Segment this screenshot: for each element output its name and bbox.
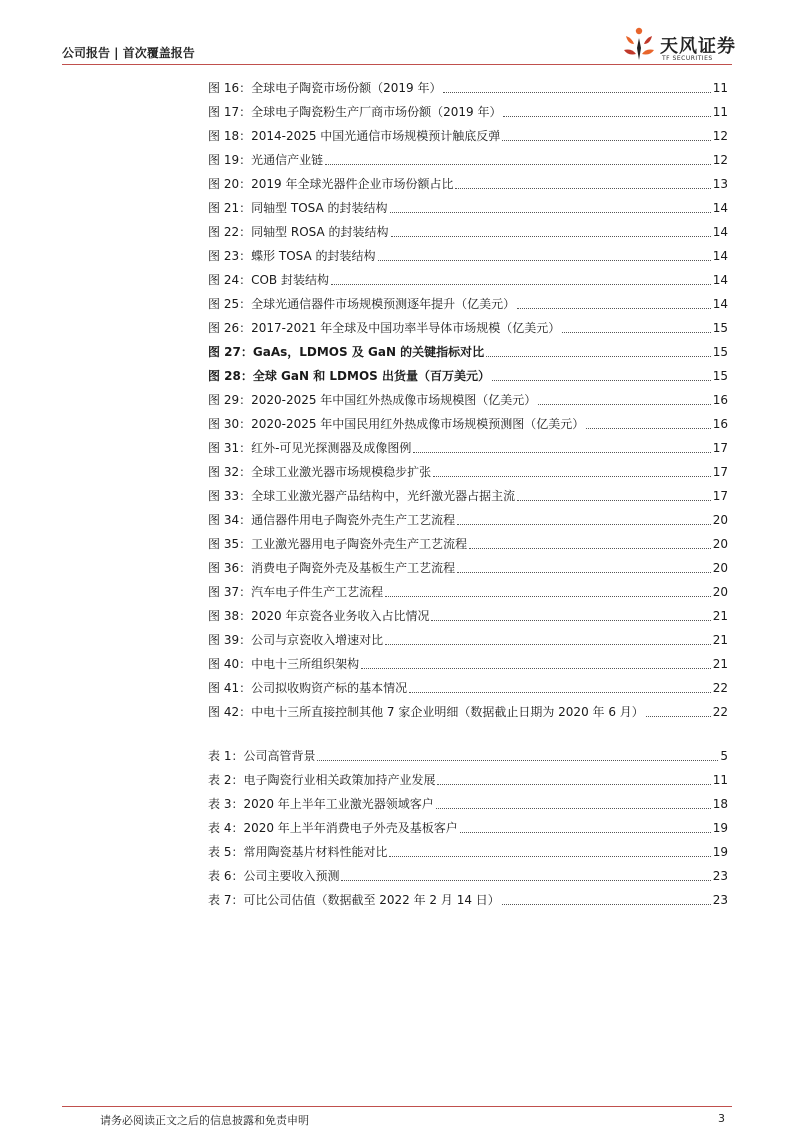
figure-toc-entry-label: 图 16：全球电子陶瓷市场份额（2019 年） bbox=[208, 81, 442, 95]
dot-leader bbox=[385, 643, 711, 645]
dot-leader bbox=[389, 855, 710, 857]
figure-toc-entry-page: 12 bbox=[712, 153, 728, 167]
figure-toc-entry-page: 20 bbox=[712, 513, 728, 527]
figure-toc-entry-label: 图 19：光通信产业链 bbox=[208, 153, 324, 167]
figure-toc-entry-label: 图 18：2014-2025 中国光通信市场规模预计触底反弹 bbox=[208, 129, 501, 143]
figure-toc-entry-label: 图 24：COB 封装结构 bbox=[208, 273, 329, 287]
dot-leader bbox=[325, 163, 711, 165]
table-toc-entry-page: 18 bbox=[712, 797, 728, 811]
table-toc-entry-page: 23 bbox=[712, 893, 728, 907]
figure-toc-entry[interactable] bbox=[208, 672, 728, 696]
dot-leader bbox=[457, 523, 711, 525]
tf-logo-icon bbox=[622, 26, 656, 64]
figure-toc-entry[interactable] bbox=[208, 528, 728, 552]
figure-toc-entry-page: 17 bbox=[712, 489, 728, 503]
figure-toc-entry-label: 图 25：全球光通信器件市场规模预测逐年提升（亿美元） bbox=[208, 297, 516, 311]
table-toc-entry[interactable] bbox=[208, 836, 728, 860]
figure-toc-entry-page: 11 bbox=[712, 105, 728, 119]
figure-toc-entry-label: 图 17：全球电子陶瓷粉生产厂商市场份额（2019 年） bbox=[208, 105, 502, 119]
table-toc-entry-label: 表 7：可比公司估值（数据截至 2022 年 2 月 14 日） bbox=[208, 893, 500, 907]
footer-divider bbox=[62, 1106, 732, 1107]
dot-leader bbox=[436, 807, 711, 809]
dot-leader bbox=[361, 667, 711, 669]
figure-toc-entry-label: 图 40：中电十三所组织架构 bbox=[208, 657, 360, 671]
report-type-header: 公司报告 | 首次覆盖报告 bbox=[62, 46, 195, 60]
figure-toc-entry-page: 16 bbox=[712, 417, 728, 431]
dot-leader bbox=[586, 427, 710, 429]
table-toc-entry-label: 表 5：常用陶瓷基片材料性能对比 bbox=[208, 845, 388, 859]
table-list bbox=[208, 740, 728, 908]
figure-toc-entry-page: 22 bbox=[712, 705, 728, 719]
figure-toc-entry-label: 图 33：全球工业激光器产品结构中，光纤激光器占据主流 bbox=[208, 489, 516, 503]
dot-leader bbox=[469, 547, 711, 549]
dot-leader bbox=[431, 619, 710, 621]
figure-toc-entry-label: 图 22：同轴型 ROSA 的封装结构 bbox=[208, 225, 389, 239]
dot-leader bbox=[492, 379, 711, 381]
figure-toc-entry[interactable] bbox=[208, 432, 728, 456]
figure-toc-entry[interactable] bbox=[208, 552, 728, 576]
figure-toc-entry-page: 20 bbox=[712, 561, 728, 575]
dot-leader bbox=[455, 187, 710, 189]
dot-leader bbox=[517, 499, 711, 501]
figure-toc-entry-label: 图 35：工业激光器用电子陶瓷外壳生产工艺流程 bbox=[208, 537, 468, 551]
dot-leader bbox=[390, 211, 711, 213]
table-toc-entry[interactable] bbox=[208, 788, 728, 812]
dot-leader bbox=[517, 307, 711, 309]
figure-toc-entry[interactable] bbox=[208, 408, 728, 432]
figure-toc-entry-label: 图 37：汽车电子件生产工艺流程 bbox=[208, 585, 384, 599]
table-toc-entry-page: 19 bbox=[712, 845, 728, 859]
figure-toc-entry[interactable] bbox=[208, 264, 728, 288]
figure-toc-entry[interactable] bbox=[208, 72, 728, 96]
dot-leader bbox=[378, 259, 711, 261]
figure-toc-entry-page: 14 bbox=[712, 225, 728, 239]
figure-toc-entry-page: 21 bbox=[712, 657, 728, 671]
figure-toc-entry-label: 图 28：全球 GaN 和 LDMOS 出货量（百万美元） bbox=[208, 369, 490, 383]
dot-leader bbox=[646, 715, 711, 717]
figure-toc-entry-page: 22 bbox=[712, 681, 728, 695]
table-toc-entry[interactable] bbox=[208, 740, 728, 764]
dot-leader bbox=[317, 759, 718, 761]
page-number: 3 bbox=[718, 1112, 725, 1125]
table-toc-entry[interactable] bbox=[208, 764, 728, 788]
dot-leader bbox=[413, 451, 710, 453]
dot-leader bbox=[391, 235, 711, 237]
dot-leader bbox=[331, 283, 711, 285]
table-toc-entry[interactable] bbox=[208, 884, 728, 908]
table-toc-entry[interactable] bbox=[208, 860, 728, 884]
dot-leader bbox=[502, 903, 711, 905]
figure-toc-entry[interactable] bbox=[208, 504, 728, 528]
figure-toc-entry-label: 图 38：2020 年京瓷各业务收入占比情况 bbox=[208, 609, 430, 623]
figure-toc-entry[interactable] bbox=[208, 576, 728, 600]
figure-toc-entry[interactable] bbox=[208, 600, 728, 624]
figure-toc-entry[interactable] bbox=[208, 480, 728, 504]
figure-toc-entry-page: 15 bbox=[712, 369, 728, 383]
figure-toc-entry[interactable] bbox=[208, 96, 728, 120]
dot-leader bbox=[341, 879, 710, 881]
figure-toc-entry-page: 15 bbox=[712, 321, 728, 335]
figure-toc-entry-page: 14 bbox=[712, 273, 728, 287]
figure-toc-entry[interactable] bbox=[208, 240, 728, 264]
figure-toc-entry-page: 14 bbox=[712, 201, 728, 215]
figure-toc-entry-label: 图 36：消费电子陶瓷外壳及基板生产工艺流程 bbox=[208, 561, 456, 575]
figure-toc-entry-page: 20 bbox=[712, 585, 728, 599]
figure-toc-entry-page: 16 bbox=[712, 393, 728, 407]
dot-leader bbox=[538, 403, 710, 405]
figure-toc-entry-page: 21 bbox=[712, 633, 728, 647]
dot-leader bbox=[486, 355, 711, 357]
table-toc-entry-label: 表 2：电子陶瓷行业相关政策加持产业发展 bbox=[208, 773, 436, 787]
dot-leader bbox=[433, 475, 711, 477]
dot-leader bbox=[437, 783, 710, 785]
figure-toc-entry[interactable] bbox=[208, 168, 728, 192]
figure-toc-entry-label: 图 30：2020-2025 年中国民用红外热成像市场规模预测图（亿美元） bbox=[208, 417, 585, 431]
figure-toc-entry-page: 21 bbox=[712, 609, 728, 623]
figure-toc-entry[interactable] bbox=[208, 288, 728, 312]
figure-toc-entry[interactable] bbox=[208, 216, 728, 240]
dot-leader bbox=[562, 331, 710, 333]
figure-toc-entry-page: 17 bbox=[712, 441, 728, 455]
figure-toc-entry-page: 17 bbox=[712, 465, 728, 479]
figure-toc-entry-label: 图 23：蝶形 TOSA 的封装结构 bbox=[208, 249, 376, 263]
company-logo bbox=[622, 26, 742, 66]
figure-toc-entry[interactable] bbox=[208, 312, 728, 336]
figure-toc-entry-label: 图 27：GaAs，LDMOS 及 GaN 的关键指标对比 bbox=[208, 345, 485, 359]
table-toc-entry[interactable] bbox=[208, 812, 728, 836]
figure-toc-entry-label: 图 42：中电十三所直接控制其他 7 家企业明细（数据截止日期为 2020 年 6 月） bbox=[208, 705, 644, 719]
figure-toc-entry-label: 图 26：2017-2021 年全球及中国功率半导体市场规模（亿美元） bbox=[208, 321, 561, 335]
table-toc-entry-page: 11 bbox=[712, 773, 728, 787]
footer-disclaimer: 请务必阅读正文之后的信息披露和免责申明 bbox=[100, 1114, 309, 1127]
figure-toc-entry-label: 图 21：同轴型 TOSA 的封装结构 bbox=[208, 201, 388, 215]
table-toc-entry-page: 5 bbox=[720, 749, 728, 763]
figure-toc-entry-label: 图 41：公司拟收购资产标的基本情况 bbox=[208, 681, 408, 695]
dot-leader bbox=[457, 571, 711, 573]
table-toc-entry-page: 19 bbox=[712, 821, 728, 835]
table-toc-entry-page: 23 bbox=[712, 869, 728, 883]
logo-name-en: TF SECURITIES bbox=[662, 55, 713, 62]
figure-toc-entry-page: 12 bbox=[712, 129, 728, 143]
figure-toc-entry[interactable] bbox=[208, 696, 728, 720]
figure-toc-entry-label: 图 29：2020-2025 年中国红外热成像市场规模图（亿美元） bbox=[208, 393, 537, 407]
figure-toc-entry-page: 14 bbox=[712, 249, 728, 263]
dot-leader bbox=[385, 595, 711, 597]
figure-toc-entry[interactable] bbox=[208, 120, 728, 144]
logo-name-cn: 天风证券 bbox=[660, 36, 736, 57]
header-divider bbox=[62, 64, 732, 65]
figure-toc-entry-label: 图 34：通信器件用电子陶瓷外壳生产工艺流程 bbox=[208, 513, 456, 527]
table-toc-entry-label: 表 3：2020 年上半年工业激光器领域客户 bbox=[208, 797, 434, 811]
dot-leader bbox=[443, 91, 710, 93]
figure-list bbox=[208, 72, 728, 720]
dot-leader bbox=[409, 691, 711, 693]
table-toc-entry-label: 表 6：公司主要收入预测 bbox=[208, 869, 340, 883]
figure-toc-entry[interactable] bbox=[208, 648, 728, 672]
figure-toc-entry[interactable] bbox=[208, 192, 728, 216]
dot-leader bbox=[503, 115, 710, 117]
table-toc-entry-label: 表 4：2020 年上半年消费电子外壳及基板客户 bbox=[208, 821, 458, 835]
figure-toc-entry-page: 15 bbox=[712, 345, 728, 359]
figure-toc-entry-page: 13 bbox=[712, 177, 728, 191]
table-toc-entry-label: 表 1：公司高管背景 bbox=[208, 749, 316, 763]
figure-toc-entry-page: 11 bbox=[712, 81, 728, 95]
figure-toc-entry[interactable] bbox=[208, 456, 728, 480]
figure-toc-entry-label: 图 20：2019 年全球光器件企业市场份额占比 bbox=[208, 177, 454, 191]
figure-toc-entry[interactable] bbox=[208, 144, 728, 168]
figure-toc-entry[interactable] bbox=[208, 360, 728, 384]
figure-toc-entry[interactable] bbox=[208, 384, 728, 408]
figure-toc-entry[interactable] bbox=[208, 336, 728, 360]
figure-toc-entry-label: 图 32：全球工业激光器市场规模稳步扩张 bbox=[208, 465, 432, 479]
dot-leader bbox=[460, 831, 711, 833]
figure-toc-entry-label: 图 31：红外-可见光探测器及成像图例 bbox=[208, 441, 412, 455]
figure-toc-entry[interactable] bbox=[208, 624, 728, 648]
dot-leader bbox=[502, 139, 710, 141]
figure-toc-entry-label: 图 39：公司与京瓷收入增速对比 bbox=[208, 633, 384, 647]
figure-toc-entry-page: 14 bbox=[712, 297, 728, 311]
figure-toc-entry-page: 20 bbox=[712, 537, 728, 551]
